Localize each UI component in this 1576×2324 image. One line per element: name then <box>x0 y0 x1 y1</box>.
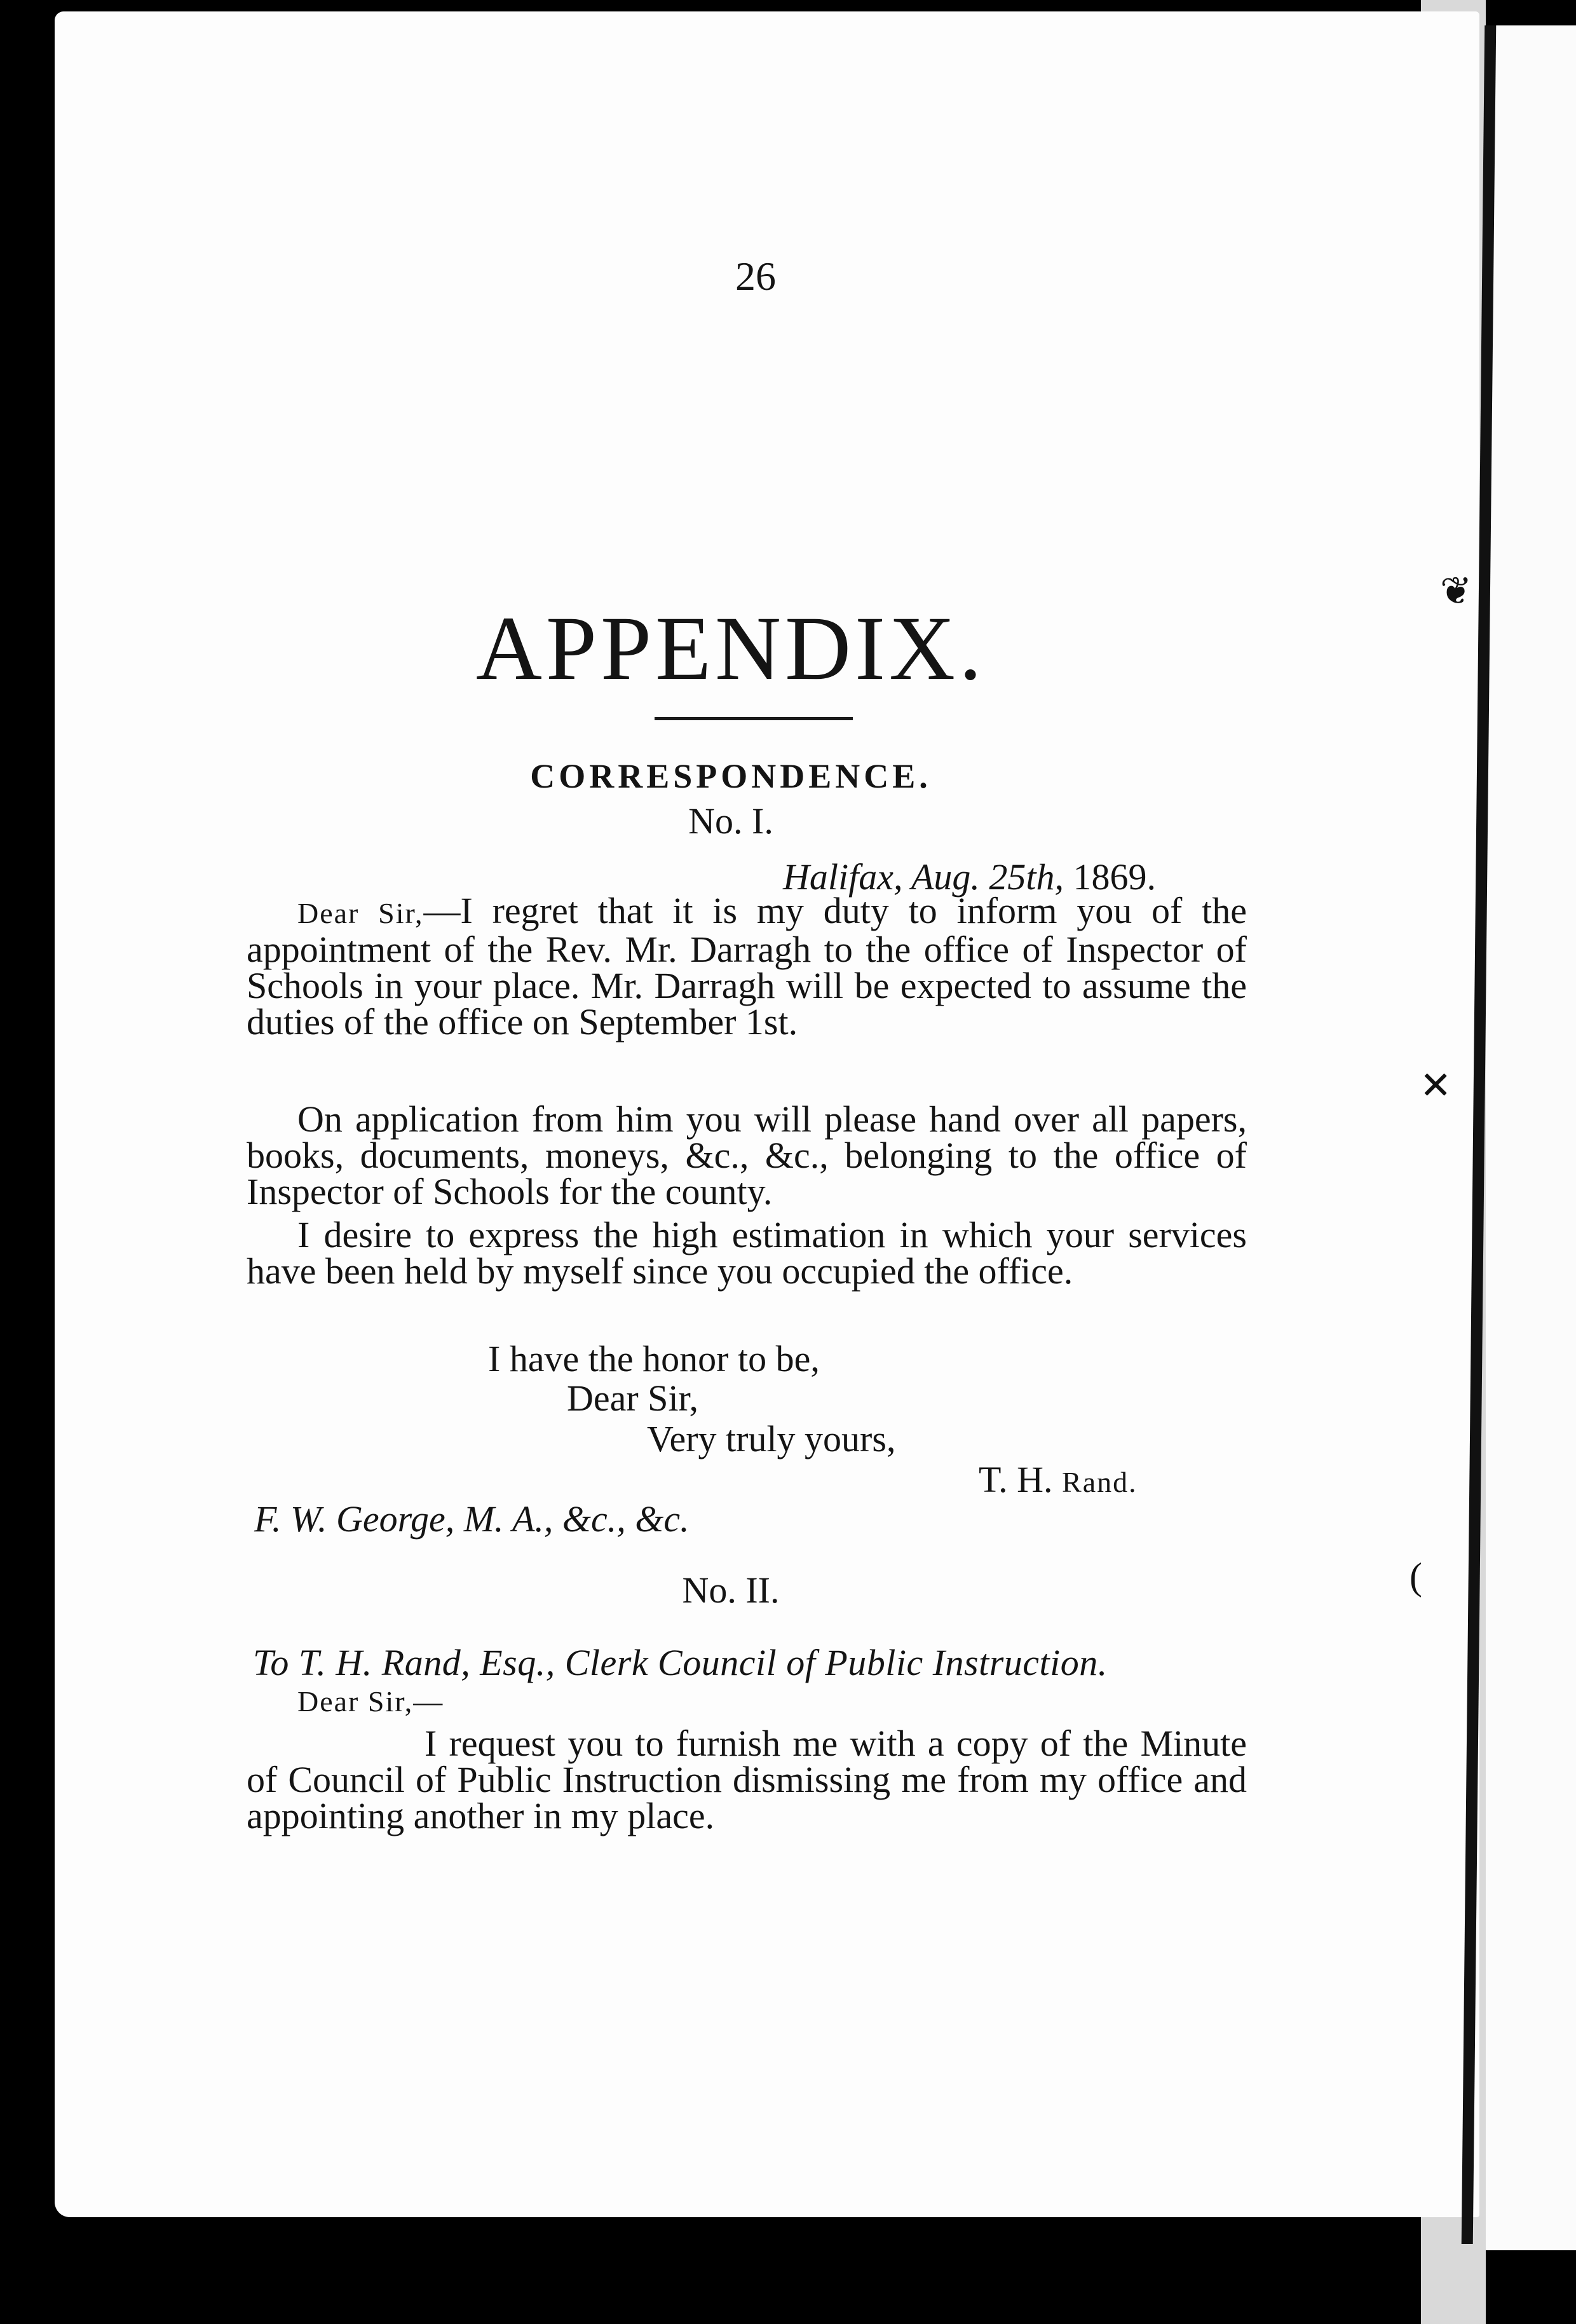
letter-paragraph: On application from him you will please hand over all papers, books, documents, moneys, &c., &c., belonging to the office of Inspector of Schools for the county. <box>247 1098 1247 1212</box>
page-title: APPENDIX. <box>475 598 986 699</box>
closing-line: I have the honor to be, <box>488 1338 820 1379</box>
paragraph-text: —I regret that it is my duty to inform you of the appointment of the Rev. Mr. Darragh to the office of Inspector of Schools in your place. Mr. Darragh will be expected to assume the duties of the office on September 1st. <box>247 890 1247 1042</box>
closing-line: Dear Sir, <box>567 1377 699 1419</box>
salutation: Dear Sir, <box>297 897 424 929</box>
section-heading: CORRESPONDENCE. <box>530 757 932 795</box>
title-divider <box>655 717 853 720</box>
page-number: 26 <box>735 254 776 299</box>
letter-number: No. I. <box>688 800 773 842</box>
closing-line: Very truly yours, <box>647 1418 896 1459</box>
year: 1869. <box>1073 856 1156 898</box>
signature-initials: T. H. <box>979 1459 1053 1500</box>
letter-paragraph: I desire to express the high estimation in which your services have been held by myself since you occupied the office. <box>247 1214 1247 1292</box>
letter-paragraph: I request you to furnish me with a copy of the Minute of Council of Public Instruction dismissing me from my office and appointing another in my place. <box>247 1723 1247 1836</box>
stitch-mark-icon: ✕ <box>1420 1065 1452 1107</box>
recipient-line: To T. H. Rand, Esq., Clerk Council of Public Instruction. <box>253 1642 1108 1683</box>
place-date: Halifax, Aug. 25th, <box>783 856 1064 898</box>
stitch-mark-icon: ❦ <box>1440 570 1472 612</box>
stitch-mark-icon: ( <box>1410 1555 1422 1597</box>
salutation: Dear Sir,— <box>297 1685 444 1718</box>
signature <box>979 1458 1138 1501</box>
adjacent-page-edge <box>1486 25 1576 2250</box>
signature-surname: Rand. <box>1062 1466 1138 1498</box>
addressee: F. W. George, M. A., &c., &c. <box>254 1498 690 1540</box>
letter-number: No. II. <box>682 1569 780 1611</box>
letter-paragraph <box>247 892 1247 1040</box>
